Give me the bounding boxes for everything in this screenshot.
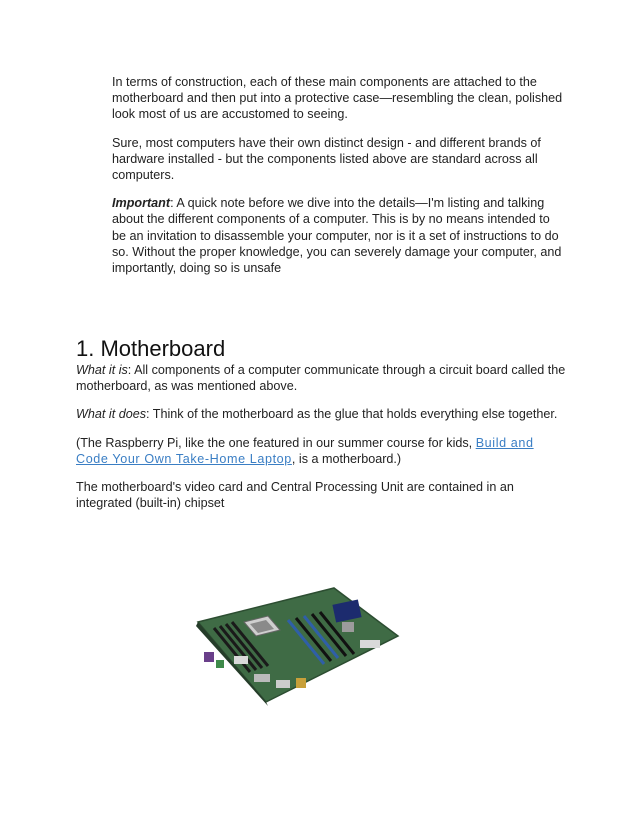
intro-block xyxy=(112,74,567,288)
chipset-paragraph: The motherboard's video card and Central Processing Unit are contained in an integrated (built-in) chipset xyxy=(76,480,514,511)
raspberry-pi-paragraph xyxy=(76,435,566,467)
course-link[interactable]: Build and Code Your Own Take-Home Laptop xyxy=(76,435,534,466)
what-it-is-text: : All components of a computer communicate through a circuit board called the motherboard, as was mentioned above. xyxy=(76,363,566,394)
what-it-does-label: What it does xyxy=(76,407,146,422)
what-it-does-text: : Think of the motherboard as the glue that holds everything else together. xyxy=(146,407,558,422)
intro-paragraph-design: Sure, most computers have their own distinct design - and different brands of hardware installed - but the components listed above are standard across all computers. xyxy=(112,135,541,183)
intro-paragraph-construction: In terms of construction, each of these main components are attached to the motherboard and then put into a protective case—resembling the clean, polished look most of us are accustomed to seeing. xyxy=(112,75,563,122)
section-body xyxy=(76,362,566,523)
section-heading: 1. Motherboard xyxy=(76,336,226,361)
what-it-is-paragraph xyxy=(76,362,566,394)
motherboard-photo xyxy=(184,582,404,706)
what-it-does-paragraph xyxy=(76,406,566,422)
important-text: : A quick note before we dive into the details—I'm listing and talking about the different components of a computer. This is by no means intended to be an invitation to disassemble your computer, nor is it a set of instructions to do so. Without the proper knowledge, you can severely damage your computer, and importantly, doing so is unsafe xyxy=(112,196,562,276)
pi-suffix: , is a motherboard.) xyxy=(291,451,402,466)
pi-prefix: (The Raspberry Pi, like the one featured in our summer course for kids, xyxy=(76,435,476,450)
important-note xyxy=(112,195,567,276)
what-it-is-label: What it is xyxy=(76,363,128,377)
important-label: Important xyxy=(112,196,171,211)
